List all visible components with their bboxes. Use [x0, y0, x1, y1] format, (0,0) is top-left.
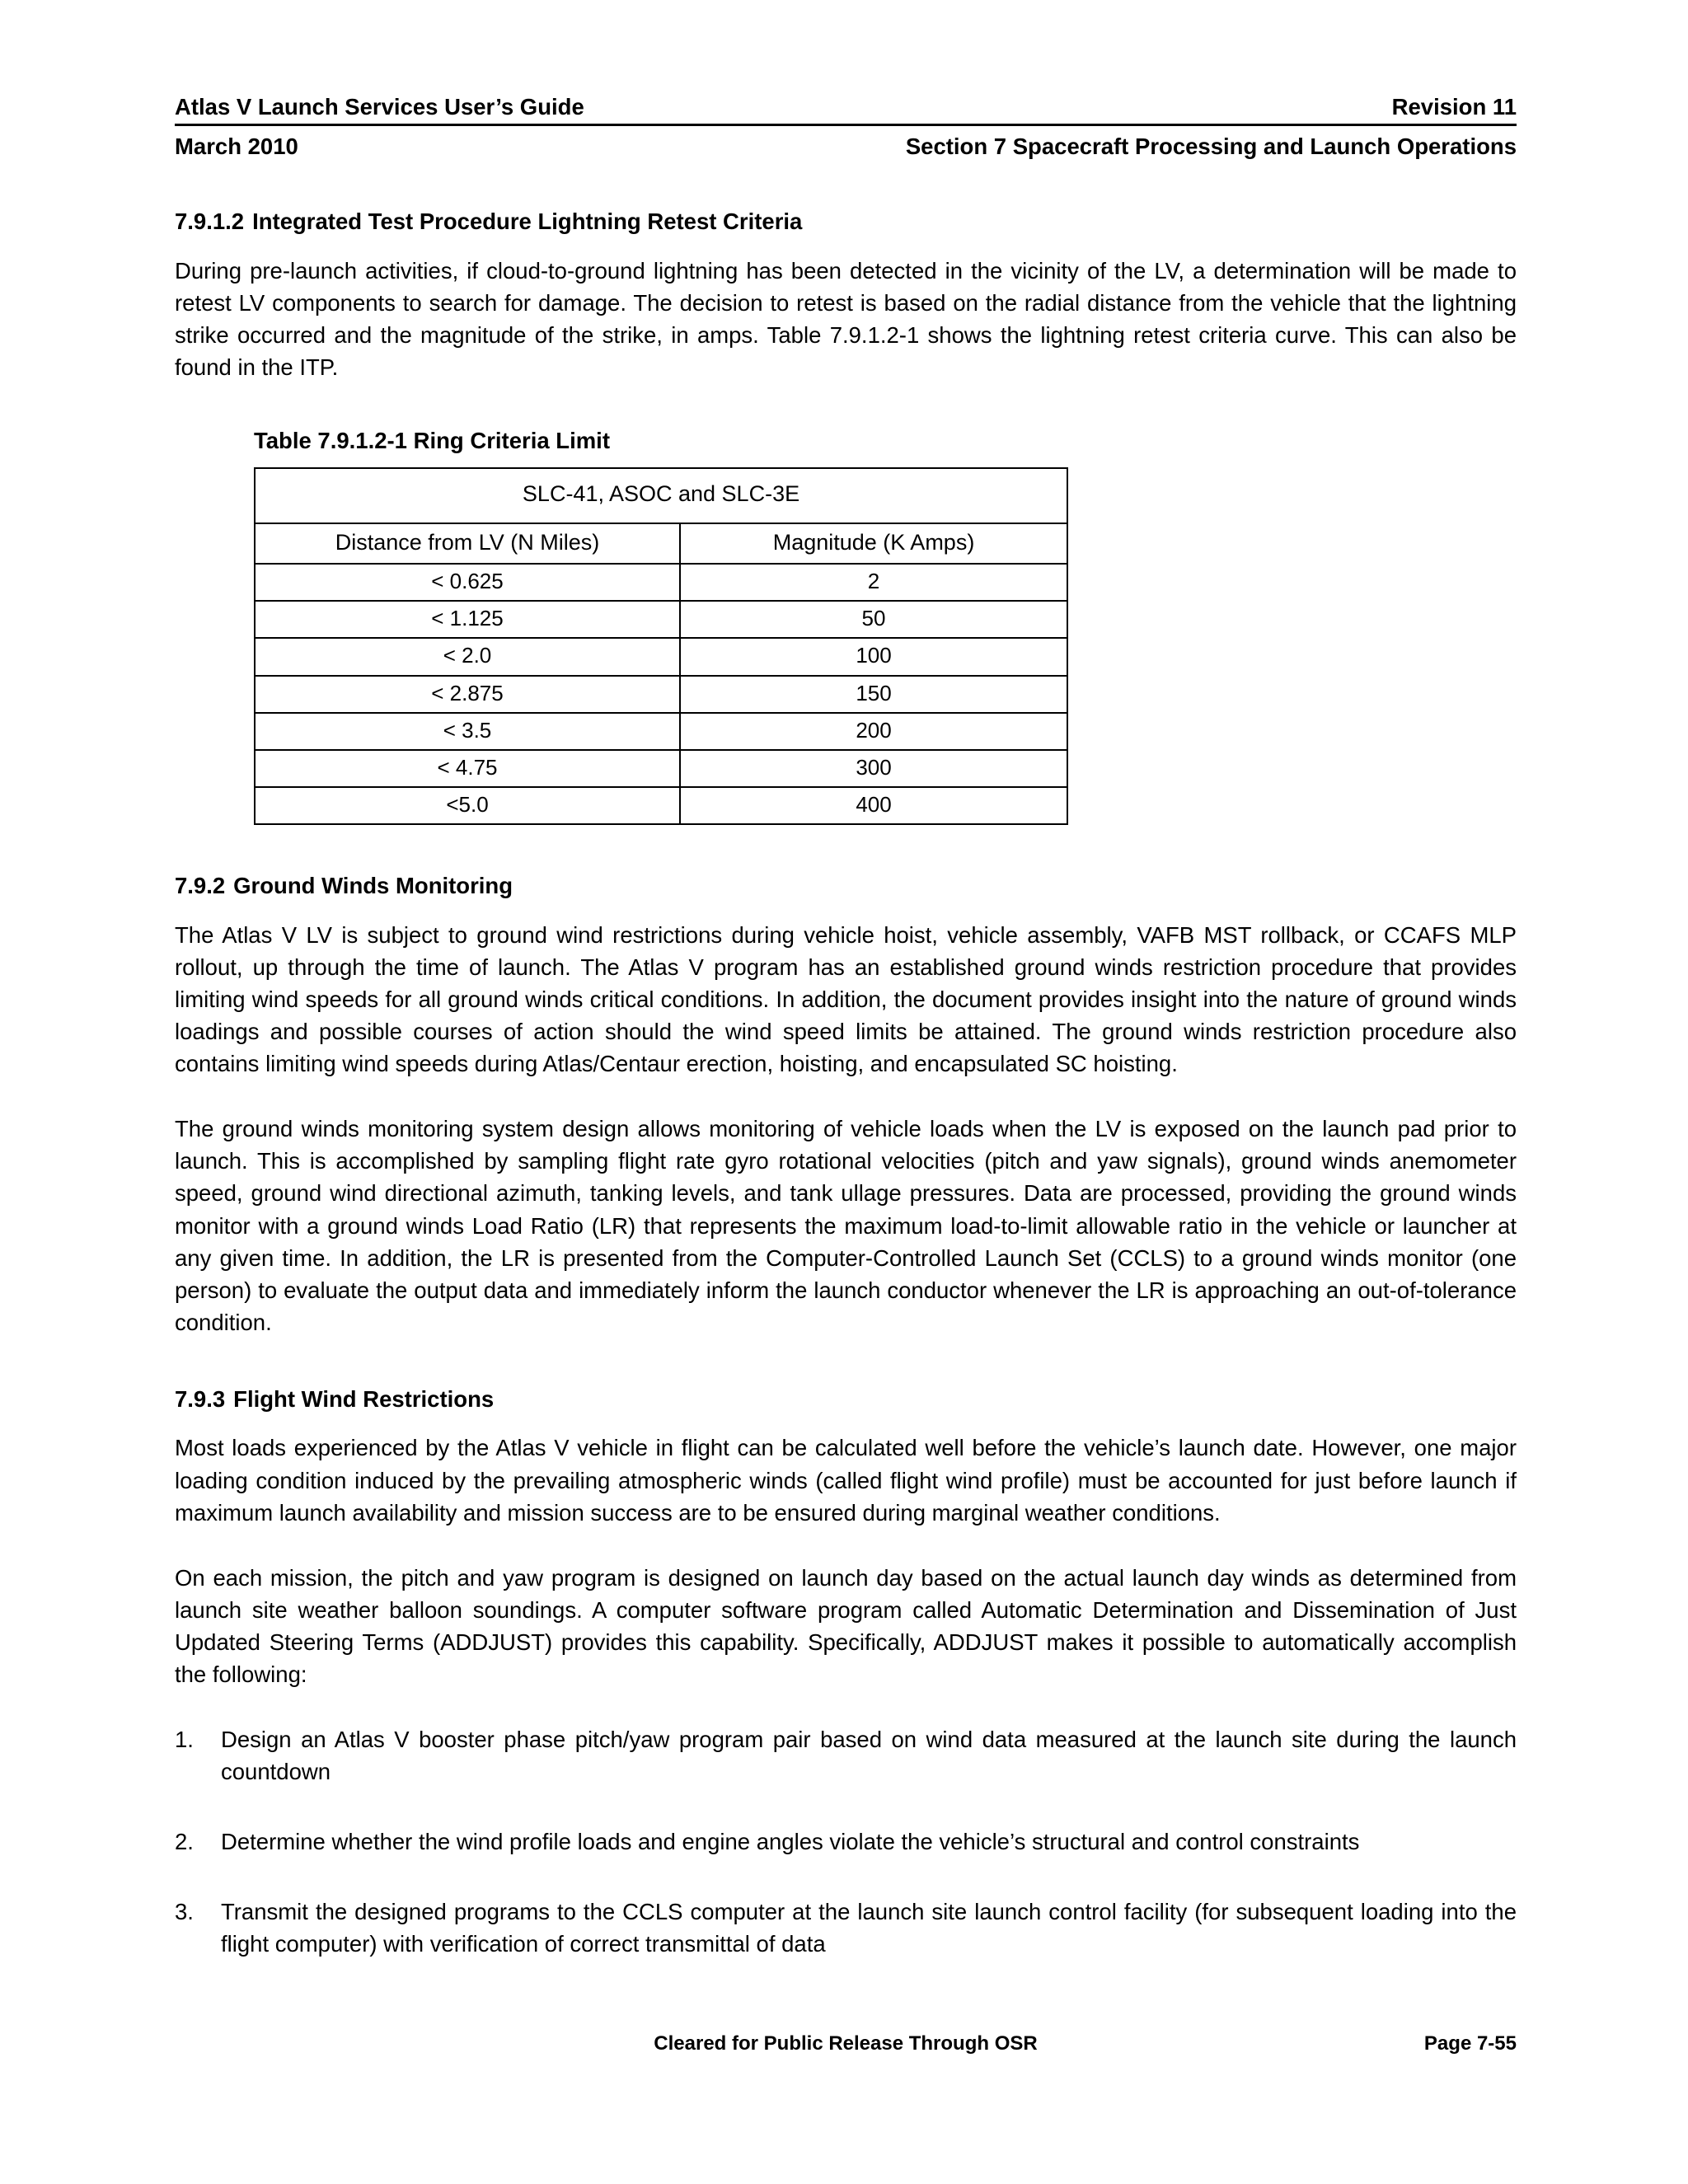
table-row — [255, 638, 1067, 675]
cell-distance: < 4.75 — [255, 750, 680, 787]
table-span-header-row — [255, 468, 1067, 523]
list-item-number: 2. — [175, 1828, 194, 1854]
list-item-text: Determine whether the wind profile loads and engine angles violate the vehicle’s structural and control constraints — [221, 1828, 1360, 1854]
cell-distance: <5.0 — [255, 787, 680, 824]
spacer — [175, 1529, 1517, 1562]
table-block — [175, 428, 1517, 825]
addjust-capability-list — [175, 1723, 1517, 1960]
section-793-heading-block — [175, 1385, 1517, 1414]
table-row — [255, 750, 1067, 787]
table-column-header-magnitude: Magnitude (K Amps) — [680, 523, 1067, 564]
cell-distance: < 1.125 — [255, 601, 680, 638]
table-column-header-distance: Distance from LV (N Miles) — [255, 523, 680, 564]
section-792-paragraph-2: The ground winds monitoring system design allows monitoring of vehicle loads when the LV is exposed on the launch pad prior to launch. This is accomplished by sampling flight rate gyro rotational velocities (pitch and yaw signals), ground winds anemometer speed, ground wind directional azimuth, tanking levels, and tank ullage pressures. Data are processed, providing the ground winds monitor with a ground winds Load Ratio (LR) that represents the maximum load-to-limit allowable ratio in the vehicle or launcher at any given time. In addition, the LR is presented from the Computer-Controlled Launch Set (CCLS) to a ground winds monitor (one person) to evaluate the output data and immediately inform the launch conductor whenever the LR is approaching an out-of-tolerance condition. — [175, 1116, 1517, 1335]
table-row — [255, 787, 1067, 824]
document-revision: Revision 11 — [1391, 94, 1517, 120]
section-7912-number: 7.9.1.2 — [175, 209, 245, 235]
ring-criteria-limit-table — [254, 467, 1068, 825]
list-item-number: 1. — [175, 1726, 194, 1752]
document-section-title: Section 7 Spacecraft Processing and Launch Operations — [905, 134, 1517, 160]
page-number: Page 7-55 — [1423, 2032, 1517, 2055]
cell-distance: < 3.5 — [255, 713, 680, 750]
section-793-paragraph-2: On each mission, the pitch and yaw program is designed on launch day based on the actual launch day winds as determined from launch site weather balloon soundings. A computer software program called Automatic Determination and Dissemination of Just Updated Steering Terms (ADDJUST) provides this capability. Specifically, ADDJUST makes it possible to automatically accomplish the following: — [175, 1564, 1517, 1687]
section-793-heading — [175, 1385, 1517, 1414]
list-item-text: Design an Atlas V booster phase pitch/yaw program pair based on wind data measured at the launch site during the launch countdown — [221, 1726, 1517, 1784]
cell-magnitude: 400 — [680, 787, 1067, 824]
list-item-text: Transmit the designed programs to the CCLS computer at the launch site launch control facility (for subsequent loading into the flight computer) with verification of correct transmittal of data — [221, 1898, 1517, 1957]
public-release-note: Cleared for Public Release Through OSR — [654, 2032, 1038, 2055]
list-item — [175, 1825, 1517, 1858]
spacer — [175, 1413, 1517, 1432]
section-792-heading-block — [175, 871, 1517, 901]
spacer — [175, 901, 1517, 919]
section-7912-title: Integrated Test Procedure Lightning Retest Criteria — [252, 209, 803, 235]
list-item-number: 3. — [175, 1898, 194, 1924]
page-content — [175, 0, 1517, 1960]
cell-distance: < 2.0 — [255, 638, 680, 675]
section-792-paragraph-1: The Atlas V LV is subject to ground wind restrictions during vehicle hoist, vehicle assembly, VAFB MST rollback, or CCAFS MLP rollout, up through the time of launch. The Atlas V program has an established ground winds restriction procedure that provides limiting wind speeds for all ground winds critical conditions. In addition, the document provides insight into the nature of ground winds loadings and possible courses of action should the wind speed limits be attained. The ground winds restriction procedure also contains limiting wind speeds during Atlas/Centaur erection, hoisting, and encapsulated SC hoisting. — [175, 922, 1517, 1077]
table-header-row — [255, 523, 1067, 564]
section-792-title: Ground Winds Monitoring — [233, 873, 513, 899]
section-792-number: 7.9.2 — [175, 873, 226, 899]
document-title: Atlas V Launch Services User’s Guide — [175, 94, 584, 120]
cell-distance: < 2.875 — [255, 676, 680, 713]
cell-magnitude: 300 — [680, 750, 1067, 787]
section-7912-paragraph: During pre-launch activities, if cloud-to-ground lightning has been detected in the vicinity of the LV, a determination will be made to retest LV components to search for damage. The decision to retest is based on the radial distance from the vehicle that the lightning strike occurred and the magnitude of the strike, in amps. Table 7.9.1.2-1 shows the lightning retest criteria curve. This can also be found in the ITP. — [175, 258, 1517, 381]
section-7912-heading — [175, 207, 1517, 237]
table-caption: Table 7.9.1.2-1 Ring Criteria Limit — [254, 428, 610, 454]
table-row — [255, 676, 1067, 713]
header-row-bottom — [175, 126, 1517, 161]
page-footer — [175, 2032, 1517, 2055]
spacer — [175, 1690, 1517, 1723]
page-header — [175, 0, 1517, 161]
cell-magnitude: 2 — [680, 564, 1067, 601]
table-span-header: SLC-41, ASOC and SLC-3E — [255, 468, 1067, 523]
table-row — [255, 601, 1067, 638]
table-row — [255, 564, 1067, 601]
list-item — [175, 1896, 1517, 1960]
spacer — [175, 237, 1517, 255]
table-row — [255, 713, 1067, 750]
cell-magnitude: 150 — [680, 676, 1067, 713]
cell-distance: < 0.625 — [255, 564, 680, 601]
section-792-heading — [175, 871, 1517, 901]
cell-magnitude: 200 — [680, 713, 1067, 750]
section-793-title: Flight Wind Restrictions — [233, 1385, 495, 1412]
section-793-paragraph-1: Most loads experienced by the Atlas V vehicle in flight can be calculated well before the vehicle’s launch date. However, one major loading condition induced by the prevailing atmospheric winds (called flight wind profile) must be accounted for just before launch if maximum launch availability and mission success are to be ensured during marginal weather conditions. — [175, 1435, 1517, 1526]
list-item — [175, 1723, 1517, 1788]
cell-magnitude: 50 — [680, 601, 1067, 638]
cell-magnitude: 100 — [680, 638, 1067, 675]
document-date: March 2010 — [175, 134, 298, 160]
section-7912-heading-block — [175, 207, 1517, 237]
header-row-top — [175, 92, 1517, 126]
spacer — [175, 1080, 1517, 1113]
section-793-number: 7.9.3 — [175, 1385, 226, 1412]
